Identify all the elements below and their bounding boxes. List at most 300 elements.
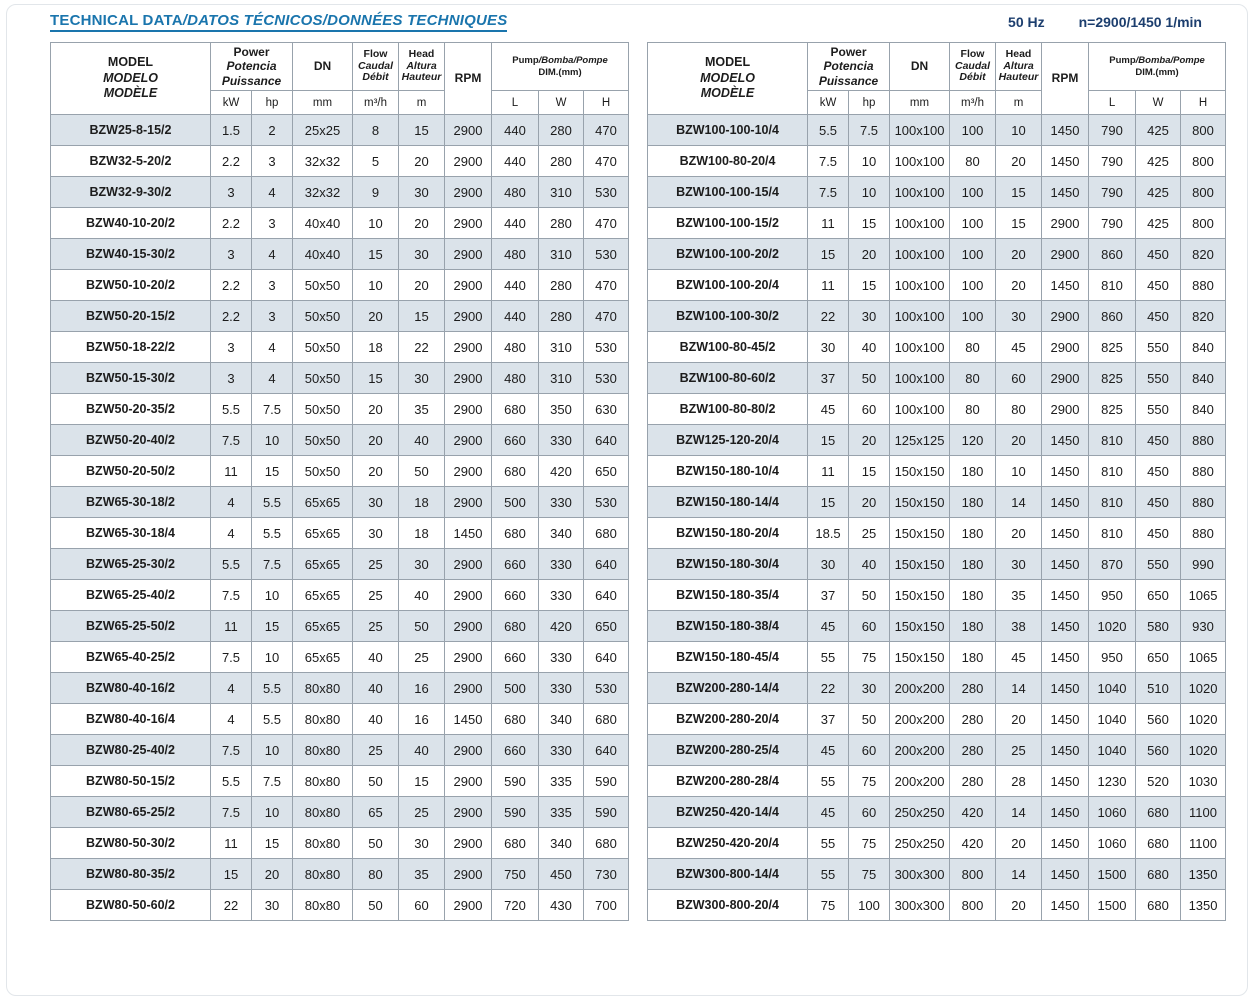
value-cell: 1065 (1181, 642, 1226, 673)
value-cell: 1450 (1042, 518, 1089, 549)
value-cell: 7.5 (211, 580, 252, 611)
value-cell: 75 (849, 642, 890, 673)
value-cell: 280 (539, 146, 584, 177)
value-cell: 1450 (1042, 642, 1089, 673)
table-row (648, 518, 1226, 549)
value-cell: 1020 (1181, 673, 1226, 704)
header-line: Flow (960, 48, 985, 61)
value-cell: 440 (492, 208, 539, 239)
value-cell: 65x65 (293, 580, 353, 611)
value-cell: 14 (996, 673, 1042, 704)
value-cell: 50x50 (293, 456, 353, 487)
value-cell: 35 (996, 580, 1042, 611)
header-line: Power (830, 45, 867, 59)
value-cell: 100x100 (890, 177, 950, 208)
value-cell: 3 (252, 301, 293, 332)
value-cell: 80x80 (293, 673, 353, 704)
value-cell: 30 (353, 518, 399, 549)
model-cell: BZW100-80-80/2 (648, 394, 808, 425)
value-cell: 10 (996, 456, 1042, 487)
value-cell: 11 (211, 456, 252, 487)
header-dim: Pump/Bomba/Pompe DIM.(mm) (1089, 43, 1226, 91)
value-cell: 45 (808, 735, 849, 766)
model-cell: BZW32-9-30/2 (51, 177, 211, 208)
value-cell: 510 (1136, 673, 1181, 704)
model-cell: BZW50-10-20/2 (51, 270, 211, 301)
unit-cell: W (539, 91, 584, 115)
value-cell: 20 (996, 239, 1042, 270)
value-cell: 640 (584, 549, 629, 580)
value-cell: 11 (211, 828, 252, 859)
value-cell: 2900 (1042, 363, 1089, 394)
value-cell: 180 (950, 518, 996, 549)
header-line: Débit (959, 71, 986, 84)
value-cell: 20 (399, 270, 445, 301)
value-cell: 500 (492, 487, 539, 518)
value-cell: 1450 (445, 704, 492, 735)
value-cell: 330 (539, 487, 584, 518)
value-cell: 800 (1181, 177, 1226, 208)
value-cell: 2900 (445, 146, 492, 177)
value-cell: 500 (492, 673, 539, 704)
value-cell: 720 (492, 890, 539, 921)
value-cell: 30 (996, 301, 1042, 332)
value-cell: 280 (539, 208, 584, 239)
value-cell: 2900 (445, 642, 492, 673)
page-title-intl: /DATOS TÉCNICOS/DONNÉES TECHNIQUES (182, 12, 508, 29)
table-row (51, 332, 629, 363)
value-cell: 1450 (1042, 766, 1089, 797)
value-cell: 25 (353, 549, 399, 580)
value-cell: 280 (539, 115, 584, 146)
value-cell: 660 (492, 425, 539, 456)
model-cell: BZW80-50-15/2 (51, 766, 211, 797)
value-cell: 32x32 (293, 146, 353, 177)
value-cell: 5.5 (252, 487, 293, 518)
value-cell: 2900 (445, 270, 492, 301)
value-cell: 7.5 (849, 115, 890, 146)
header-line: Head (408, 48, 435, 61)
value-cell: 4 (252, 239, 293, 270)
table-row (51, 208, 629, 239)
value-cell: 1230 (1089, 766, 1136, 797)
value-cell: 550 (1136, 363, 1181, 394)
value-cell: 5 (353, 146, 399, 177)
value-cell: 440 (492, 301, 539, 332)
value-cell: 440 (492, 146, 539, 177)
value-cell: 1020 (1181, 704, 1226, 735)
model-cell: BZW150-180-35/4 (648, 580, 808, 611)
value-cell: 480 (492, 239, 539, 270)
value-cell: 870 (1089, 549, 1136, 580)
value-cell: 800 (1181, 115, 1226, 146)
value-cell: 1450 (1042, 270, 1089, 301)
value-cell: 20 (399, 208, 445, 239)
header-line: Head (1005, 48, 1032, 61)
value-cell: 20 (849, 487, 890, 518)
value-cell: 660 (492, 549, 539, 580)
value-cell: 280 (950, 766, 996, 797)
value-cell: 650 (584, 456, 629, 487)
value-cell: 1450 (1042, 580, 1089, 611)
value-cell: 4 (211, 673, 252, 704)
value-cell: 4 (252, 177, 293, 208)
value-cell: 150x150 (890, 642, 950, 673)
value-cell: 37 (808, 580, 849, 611)
value-cell: 15 (849, 456, 890, 487)
unit-cell: kW (211, 91, 252, 115)
value-cell: 80 (950, 332, 996, 363)
table-row (648, 828, 1226, 859)
value-cell: 45 (996, 332, 1042, 363)
value-cell: 16 (399, 704, 445, 735)
value-cell: 55 (808, 766, 849, 797)
model-cell: BZW50-20-50/2 (51, 456, 211, 487)
value-cell: 450 (1136, 239, 1181, 270)
model-cell: BZW80-25-40/2 (51, 735, 211, 766)
value-cell: 1450 (1042, 735, 1089, 766)
value-cell: 1450 (1042, 177, 1089, 208)
model-cell: BZW80-40-16/4 (51, 704, 211, 735)
value-cell: 450 (1136, 270, 1181, 301)
table-row (51, 859, 629, 890)
value-cell: 2.2 (211, 146, 252, 177)
value-cell: 20 (996, 270, 1042, 301)
table-row (51, 394, 629, 425)
value-cell: 680 (1136, 859, 1181, 890)
value-cell: 330 (539, 549, 584, 580)
value-cell: 530 (584, 177, 629, 208)
model-cell: BZW150-180-14/4 (648, 487, 808, 518)
value-cell: 10 (252, 797, 293, 828)
value-cell: 120 (950, 425, 996, 456)
value-cell: 2900 (1042, 239, 1089, 270)
model-cell: BZW200-280-28/4 (648, 766, 808, 797)
value-cell: 330 (539, 580, 584, 611)
value-cell: 60 (849, 394, 890, 425)
value-cell: 250x250 (890, 797, 950, 828)
value-cell: 5.5 (252, 704, 293, 735)
value-cell: 30 (399, 828, 445, 859)
value-cell: 280 (539, 301, 584, 332)
value-cell: 470 (584, 115, 629, 146)
value-cell: 15 (252, 456, 293, 487)
value-cell: 480 (492, 177, 539, 208)
value-cell: 7.5 (211, 425, 252, 456)
value-cell: 18.5 (808, 518, 849, 549)
value-cell: 300x300 (890, 859, 950, 890)
value-cell: 125x125 (890, 425, 950, 456)
value-cell: 840 (1181, 363, 1226, 394)
value-cell: 1.5 (211, 115, 252, 146)
value-cell: 38 (996, 611, 1042, 642)
value-cell: 450 (1136, 487, 1181, 518)
value-cell: 880 (1181, 518, 1226, 549)
value-cell: 100 (950, 270, 996, 301)
value-cell: 80 (950, 146, 996, 177)
value-cell: 480 (492, 363, 539, 394)
value-cell: 30 (996, 549, 1042, 580)
value-cell: 420 (539, 611, 584, 642)
value-cell: 75 (849, 766, 890, 797)
table-row (51, 673, 629, 704)
unit-cell: mm (890, 91, 950, 115)
model-cell: BZW100-80-45/2 (648, 332, 808, 363)
value-cell: 700 (584, 890, 629, 921)
value-cell: 14 (996, 797, 1042, 828)
page-title-en: TECHNICAL DATA (50, 12, 183, 29)
value-cell: 60 (996, 363, 1042, 394)
value-cell: 470 (584, 208, 629, 239)
value-cell: 11 (808, 270, 849, 301)
value-cell: 200x200 (890, 735, 950, 766)
value-cell: 2 (252, 115, 293, 146)
value-cell: 180 (950, 611, 996, 642)
model-cell: BZW150-180-10/4 (648, 456, 808, 487)
value-cell: 2900 (445, 549, 492, 580)
value-cell: 50x50 (293, 425, 353, 456)
value-cell: 18 (399, 487, 445, 518)
unit-cell: mm (293, 91, 353, 115)
model-cell: BZW250-420-20/4 (648, 828, 808, 859)
table-row (51, 518, 629, 549)
value-cell: 5.5 (252, 518, 293, 549)
value-cell: 7.5 (252, 549, 293, 580)
model-cell: BZW150-180-20/4 (648, 518, 808, 549)
value-cell: 650 (1136, 642, 1181, 673)
header-power (211, 43, 293, 91)
value-cell: 1450 (1042, 487, 1089, 518)
model-cell: BZW50-18-22/2 (51, 332, 211, 363)
value-cell: 1500 (1089, 890, 1136, 921)
value-cell: 420 (950, 828, 996, 859)
value-cell: 10 (252, 580, 293, 611)
value-cell: 15 (849, 270, 890, 301)
value-cell: 20 (849, 425, 890, 456)
value-cell: 1040 (1089, 673, 1136, 704)
value-cell: 15 (252, 611, 293, 642)
value-cell: 40 (353, 704, 399, 735)
model-cell: BZW50-20-40/2 (51, 425, 211, 456)
value-cell: 1500 (1089, 859, 1136, 890)
value-cell: 15 (849, 208, 890, 239)
value-cell: 200x200 (890, 673, 950, 704)
table-row (51, 704, 629, 735)
table-row (51, 301, 629, 332)
table-row (51, 766, 629, 797)
value-cell: 810 (1089, 270, 1136, 301)
value-cell: 55 (808, 859, 849, 890)
table-row (51, 642, 629, 673)
value-cell: 310 (539, 239, 584, 270)
value-cell: 1450 (1042, 673, 1089, 704)
value-cell: 250x250 (890, 828, 950, 859)
value-cell: 7.5 (252, 766, 293, 797)
value-cell: 800 (1181, 146, 1226, 177)
value-cell: 10 (996, 115, 1042, 146)
value-cell: 1450 (1042, 549, 1089, 580)
value-cell: 810 (1089, 425, 1136, 456)
model-cell: BZW100-80-60/2 (648, 363, 808, 394)
value-cell: 45 (996, 642, 1042, 673)
value-cell: 50x50 (293, 301, 353, 332)
value-cell: 3 (252, 146, 293, 177)
value-cell: 15 (353, 239, 399, 270)
unit-cell: L (1089, 91, 1136, 115)
value-cell: 950 (1089, 642, 1136, 673)
value-cell: 50 (849, 363, 890, 394)
value-cell: 5.5 (808, 115, 849, 146)
value-cell: 18 (399, 518, 445, 549)
value-cell: 730 (584, 859, 629, 890)
value-cell: 40x40 (293, 239, 353, 270)
value-cell: 880 (1181, 487, 1226, 518)
value-cell: 420 (950, 797, 996, 828)
header-line: Puissance (818, 73, 879, 88)
value-cell: 22 (211, 890, 252, 921)
value-cell: 100x100 (890, 270, 950, 301)
value-cell: 425 (1136, 146, 1181, 177)
value-cell: 7.5 (808, 177, 849, 208)
value-cell: 50x50 (293, 363, 353, 394)
table-row (648, 146, 1226, 177)
value-cell: 20 (996, 518, 1042, 549)
value-cell: 350 (539, 394, 584, 425)
value-cell: 180 (950, 456, 996, 487)
value-cell: 2900 (445, 673, 492, 704)
value-cell: 65x65 (293, 487, 353, 518)
header-line: Altura (406, 59, 437, 72)
value-cell: 825 (1089, 332, 1136, 363)
value-cell: 50 (353, 766, 399, 797)
table-row (51, 797, 629, 828)
value-cell: 2.2 (211, 270, 252, 301)
value-cell: 25 (399, 642, 445, 673)
page-title (50, 12, 507, 32)
value-cell: 180 (950, 580, 996, 611)
unit-cell: L (492, 91, 539, 115)
model-cell: BZW100-100-10/4 (648, 115, 808, 146)
value-cell: 450 (1136, 301, 1181, 332)
value-cell: 1450 (1042, 890, 1089, 921)
value-cell: 640 (584, 425, 629, 456)
value-cell: 15 (808, 487, 849, 518)
unit-cell: W (1136, 91, 1181, 115)
model-cell: BZW65-25-30/2 (51, 549, 211, 580)
value-cell: 50x50 (293, 332, 353, 363)
value-cell: 1450 (1042, 456, 1089, 487)
table-row (648, 859, 1226, 890)
table-row (648, 301, 1226, 332)
value-cell: 790 (1089, 208, 1136, 239)
model-cell: BZW100-100-20/4 (648, 270, 808, 301)
value-cell: 1450 (1042, 797, 1089, 828)
value-cell: 2.2 (211, 208, 252, 239)
value-cell: 100x100 (890, 394, 950, 425)
table-row (51, 146, 629, 177)
table-row (648, 425, 1226, 456)
value-cell: 50 (399, 611, 445, 642)
value-cell: 820 (1181, 239, 1226, 270)
value-cell: 2900 (1042, 394, 1089, 425)
value-cell: 30 (399, 363, 445, 394)
value-cell: 50x50 (293, 394, 353, 425)
unit-cell: kW (808, 91, 849, 115)
table-row (51, 270, 629, 301)
table-row (51, 456, 629, 487)
table-row (51, 549, 629, 580)
value-cell: 20 (399, 146, 445, 177)
value-cell: 530 (584, 673, 629, 704)
value-cell: 40 (399, 580, 445, 611)
value-cell: 10 (252, 425, 293, 456)
value-cell: 100 (950, 177, 996, 208)
header-bar (50, 12, 1220, 32)
value-cell: 2900 (445, 115, 492, 146)
table-row (51, 735, 629, 766)
value-cell: 680 (1136, 797, 1181, 828)
value-cell: 100x100 (890, 115, 950, 146)
value-cell: 18 (353, 332, 399, 363)
value-cell: 2900 (1042, 208, 1089, 239)
value-cell: 150x150 (890, 487, 950, 518)
value-cell: 1060 (1089, 828, 1136, 859)
header-line: Flow (363, 48, 388, 61)
value-cell: 2900 (445, 456, 492, 487)
unit-cell: hp (252, 91, 293, 115)
value-cell: 100 (950, 301, 996, 332)
value-cell: 14 (996, 859, 1042, 890)
value-cell: 3 (211, 177, 252, 208)
table-row (648, 208, 1226, 239)
table-row (648, 580, 1226, 611)
header-line: Potencia (823, 59, 874, 74)
value-cell: 1020 (1181, 735, 1226, 766)
header-head (996, 43, 1042, 91)
value-cell: 15 (399, 115, 445, 146)
value-cell: 530 (584, 239, 629, 270)
value-cell: 750 (492, 859, 539, 890)
value-cell: 2900 (445, 425, 492, 456)
table-row (51, 425, 629, 456)
value-cell: 630 (584, 394, 629, 425)
value-cell: 2900 (1042, 301, 1089, 332)
value-cell: 680 (584, 518, 629, 549)
spec-table-right (647, 42, 1226, 921)
header-rpm: RPM (1042, 43, 1089, 115)
value-cell: 80x80 (293, 704, 353, 735)
value-cell: 80x80 (293, 828, 353, 859)
value-cell: 425 (1136, 115, 1181, 146)
value-cell: 680 (584, 828, 629, 859)
table-row (648, 797, 1226, 828)
value-cell: 680 (492, 704, 539, 735)
model-cell: BZW250-420-14/4 (648, 797, 808, 828)
value-cell: 550 (1136, 394, 1181, 425)
value-cell: 80 (353, 859, 399, 890)
value-cell: 590 (584, 766, 629, 797)
table-row (648, 642, 1226, 673)
header-dn: DN (890, 43, 950, 91)
model-cell: BZW65-40-25/2 (51, 642, 211, 673)
table-row (648, 611, 1226, 642)
value-cell: 25x25 (293, 115, 353, 146)
value-cell: 530 (584, 487, 629, 518)
value-cell: 2900 (445, 177, 492, 208)
value-cell: 15 (353, 363, 399, 394)
header-line: Puissance (221, 73, 282, 88)
value-cell: 150x150 (890, 611, 950, 642)
